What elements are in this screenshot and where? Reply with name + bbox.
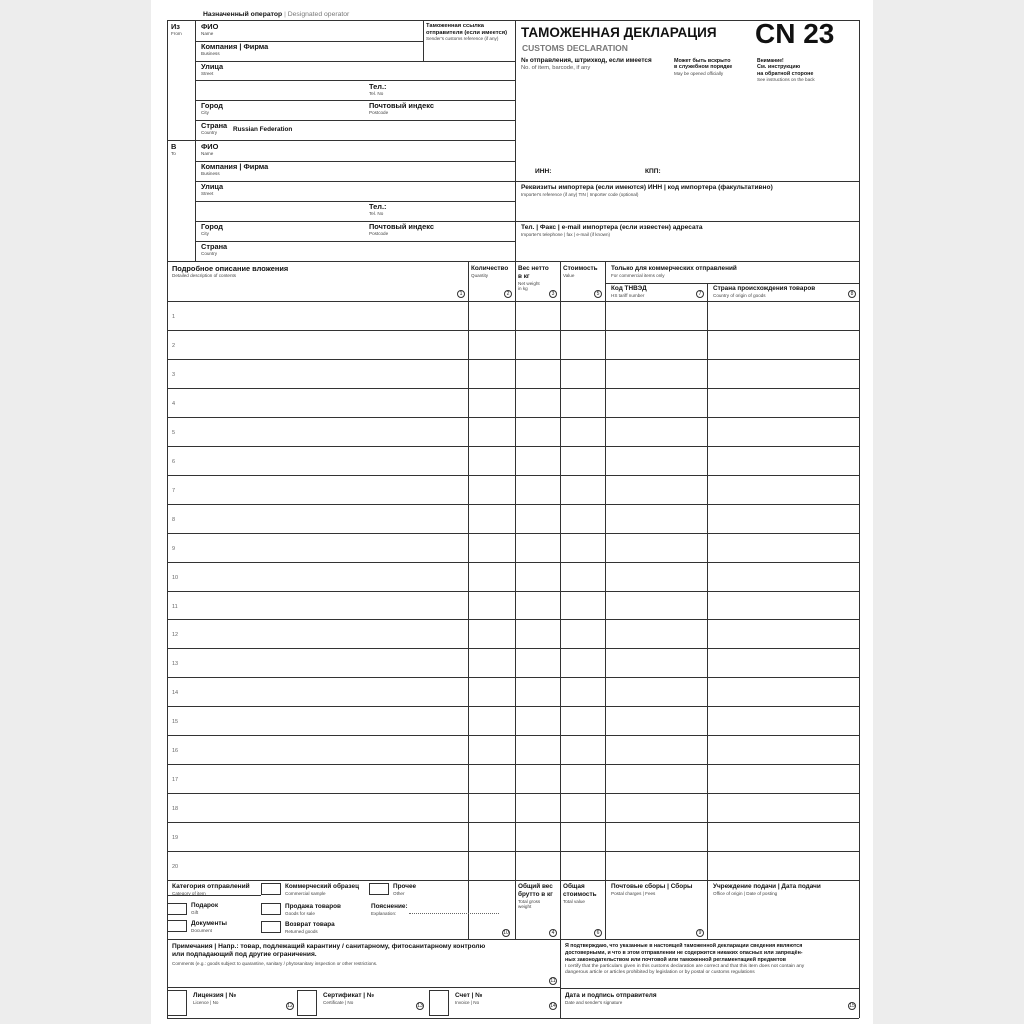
table-row[interactable] — [168, 852, 858, 880]
certificate-field[interactable] — [323, 992, 374, 1005]
to-tel-ru: Тел.: — [369, 202, 387, 211]
col-quantity-header — [471, 265, 508, 278]
to-street-ru: Улица — [201, 182, 224, 191]
table-row[interactable] — [168, 418, 858, 446]
declaration-title: ТАМОЖЕННАЯ ДЕКЛАРАЦИЯ — [521, 25, 717, 40]
commercial-only-header — [611, 265, 737, 278]
line — [707, 880, 708, 939]
col-hs-ru: Код ТНВЭД — [611, 285, 647, 292]
col-origin-en: Country of origin of goods — [713, 293, 766, 298]
signature-ru: Дата и подпись отправителя — [565, 992, 657, 999]
col-origin-header — [713, 285, 815, 298]
operator-separator: | — [284, 11, 286, 18]
from-postcode-ru: Почтовый индекс — [369, 101, 434, 110]
sender-ref-ru1: Таможенная ссылка — [426, 23, 484, 29]
to-tel-en: Tel. No — [369, 211, 384, 216]
table-row[interactable] — [168, 794, 858, 822]
row-number: 13 — [172, 661, 179, 667]
line — [195, 120, 515, 121]
postal-charges-en: Postal charges | Fees — [611, 891, 656, 896]
right-border — [859, 20, 860, 1018]
row-number: 16 — [172, 748, 179, 754]
item-number-field[interactable] — [521, 57, 652, 72]
col-hs-number: 7 — [696, 290, 704, 298]
line — [423, 20, 424, 61]
form-code: CN 23 — [755, 18, 835, 49]
documents-en: Document — [191, 928, 212, 933]
sale-label — [285, 903, 341, 916]
comments-number: 11 — [550, 978, 556, 984]
from-label-ru: Из — [171, 22, 180, 31]
table-row[interactable] — [168, 707, 858, 735]
gross-number: 4 — [549, 929, 557, 937]
postal-charges-field[interactable] — [611, 883, 692, 896]
to-business-ru: Компания | Фирма — [201, 162, 269, 171]
line — [167, 880, 859, 881]
to-street-field[interactable] — [201, 183, 223, 196]
to-postcode-field[interactable] — [369, 223, 434, 236]
to-city-ru: Город — [201, 222, 223, 231]
certificate-ru: Сертификат | № — [323, 992, 374, 999]
table-row[interactable] — [168, 678, 858, 706]
table-row[interactable] — [168, 534, 858, 562]
row-number: 2 — [172, 343, 176, 349]
to-business-en: Business — [201, 171, 220, 176]
row-number: 6 — [172, 459, 176, 465]
comments-ru2: или подпадающий под другие ограничения. — [172, 951, 317, 959]
may-open-officially — [674, 58, 732, 76]
other-label — [393, 883, 416, 896]
table-row[interactable] — [168, 302, 858, 330]
from-city-ru: Город — [201, 101, 223, 110]
invoice-en: Invoice | No — [455, 1000, 480, 1005]
sale-ru: Продажа товаров — [285, 903, 341, 910]
col-weight-header — [518, 265, 549, 291]
comments-ru1: Примечания | Напр.: товар, подлежащий карантину / санитарному, фитосанитарному контролю — [172, 943, 486, 950]
certificate-checkbox[interactable] — [297, 990, 317, 1016]
kpp-label[interactable]: КПП: — [645, 168, 661, 175]
other-checkbox[interactable] — [369, 883, 389, 895]
table-row[interactable] — [168, 476, 858, 504]
table-row[interactable] — [168, 447, 858, 475]
signature-field[interactable] — [565, 992, 657, 1005]
from-street-field[interactable] — [201, 63, 223, 76]
col-value-number: 5 — [594, 290, 602, 298]
from-name-ru: ФИО — [201, 22, 219, 31]
to-label — [171, 143, 176, 156]
line — [515, 221, 859, 222]
row-number: 17 — [172, 777, 179, 783]
gross-en2: weight — [518, 904, 532, 909]
signature-en: Date and sender's signature — [565, 1000, 623, 1005]
comments-en: Comments (e.g.: goods subject to quarantine, sanitary / phytosanitary inspection or other restrictions. — [172, 960, 378, 966]
total-value-ru2: стоимость — [563, 891, 597, 898]
table-row[interactable] — [168, 620, 858, 648]
col-origin-ru: Страна происхождения товаров — [713, 285, 816, 292]
explanation-field[interactable] — [371, 903, 408, 916]
to-street-en: Street — [201, 191, 214, 196]
col-weight-en1: Net weight — [518, 281, 540, 286]
importer-tel-ru: Тел. | Факс | e-mail импортера (если известен) адресата — [521, 224, 703, 231]
line — [195, 201, 515, 202]
certificate-en: Certificate | No — [323, 1000, 354, 1005]
col-origin-number: 8 — [848, 290, 856, 298]
to-name-en: Name — [201, 151, 214, 156]
col-weight-number: 3 — [549, 290, 557, 298]
operator-ru: Назначенный оператор — [203, 11, 283, 18]
certify-ru2: достоверными, и что в этом отправлении не содержится никаких опасных или запрещён- — [565, 950, 803, 956]
sale-en: Goods for sale — [285, 911, 315, 916]
row-number: 10 — [172, 575, 179, 581]
table-row[interactable] — [168, 360, 858, 388]
col-qty-en: Quantity — [471, 273, 489, 278]
invoice-number: 14 — [550, 1003, 556, 1009]
declaration-title-en: CUSTOMS DECLARATION — [522, 43, 628, 53]
col-value-header — [563, 265, 598, 278]
col-value-en: Value — [563, 273, 575, 278]
from-tel-ru: Тел.: — [369, 82, 387, 91]
gross-ru1: Общий вес — [518, 883, 553, 890]
col-desc-number: 1 — [457, 290, 465, 298]
col-qty-number: 2 — [504, 290, 512, 298]
may-open-ru1: Может быть вскрыто — [674, 58, 731, 64]
invoice-field[interactable] — [455, 992, 482, 1005]
col-desc-en: Detailed description of contents — [172, 273, 237, 278]
other-ru: Прочее — [393, 883, 417, 890]
total-value-ru1: Общая — [563, 883, 585, 890]
line — [195, 181, 515, 182]
line — [167, 987, 560, 988]
bottom-border — [167, 1018, 859, 1019]
returned-ru: Возврат товара — [285, 921, 335, 928]
from-street-ru: Улица — [201, 62, 224, 71]
to-tel-field[interactable] — [369, 203, 386, 216]
cn23-form-sheet — [151, 0, 873, 1024]
licence-en: Licence | No — [193, 1000, 219, 1005]
from-business-en: Business — [201, 51, 220, 56]
gift-label — [191, 902, 218, 915]
line — [515, 181, 859, 182]
certificate-number: 13 — [417, 1003, 423, 1009]
row-number: 1 — [172, 314, 176, 320]
from-city-field[interactable] — [201, 102, 223, 115]
explanation-line — [409, 913, 499, 914]
important-ru2: См. инструкцию — [757, 64, 801, 71]
gross-ru2: брутто в кг — [518, 891, 553, 898]
may-open-en: May be opened officially — [674, 70, 724, 76]
sample-ru: Коммерческий образец — [285, 883, 360, 890]
line — [167, 939, 859, 940]
invoice-ru: Счет | № — [455, 992, 483, 999]
from-name-field[interactable] — [201, 23, 218, 36]
important-ru1: Внимание! — [757, 58, 784, 64]
from-tel-field[interactable] — [369, 83, 386, 96]
sender-ref-ru2: отправителя (если имеется) — [426, 29, 508, 36]
col-weight-ru2: в кг — [518, 273, 530, 280]
from-city-en: City — [201, 110, 209, 115]
importer-ref-en: Importer's reference (if any) TIN | Importer code (optional) — [521, 192, 639, 197]
to-label-ru: В — [171, 142, 177, 151]
address-bottom — [167, 261, 859, 262]
row-number: 20 — [172, 864, 179, 870]
importer-ref-ru: Реквизиты импортера (если имеются) ИНН | код импортера (факультативно) — [521, 184, 773, 191]
sender-ref-en: Sender's customs reference (if any) — [426, 36, 499, 41]
col-hs-en: HS tariff number — [611, 293, 645, 298]
licence-field[interactable] — [193, 992, 236, 1005]
line — [195, 80, 515, 81]
col-desc-ru: Подробное описание вложения — [172, 264, 289, 273]
postal-charges-ru: Почтовые сборы | Сборы — [611, 883, 693, 890]
to-label-en: To — [171, 151, 176, 156]
importer-reference[interactable] — [521, 184, 773, 197]
category-title-ru: Категория отправлений — [172, 883, 250, 890]
licence-number: 12 — [287, 1003, 293, 1009]
licence-checkbox[interactable] — [167, 990, 187, 1016]
from-street-en: Street — [201, 71, 214, 76]
documents-label — [191, 920, 227, 933]
office-of-origin-field[interactable] — [713, 883, 821, 896]
table-row[interactable] — [168, 331, 858, 359]
important-ru3: на обратной стороне — [757, 70, 814, 77]
explanation-ru: Пояснение: — [371, 903, 408, 910]
documents-checkbox[interactable] — [167, 920, 187, 932]
sample-checkbox[interactable] — [261, 883, 281, 895]
line — [605, 283, 859, 284]
to-postcode-ru: Почтовый индекс — [369, 222, 434, 231]
col-description-header — [172, 265, 288, 278]
returned-checkbox[interactable] — [261, 921, 281, 933]
signature-number: 15 — [849, 1003, 855, 1009]
sender-reference[interactable] — [426, 23, 507, 41]
table-row[interactable] — [168, 592, 858, 620]
returned-en: Returned goods — [285, 929, 318, 934]
gift-ru: Подарок — [191, 902, 219, 909]
from-to-divider — [167, 140, 515, 141]
invoice-checkbox[interactable] — [429, 990, 449, 1016]
commercial-ru: Только для коммерческих отправлений — [611, 265, 737, 272]
header-divider — [515, 20, 516, 261]
certify-en2: dangerous article or articles prohibited by legislation or by postal or customs regulations — [565, 970, 755, 975]
important-note — [757, 58, 815, 82]
postal-charges-number: 9 — [696, 929, 704, 937]
table-row[interactable] — [168, 389, 858, 417]
to-country-ru: Страна — [201, 242, 228, 251]
row-number: 11 — [172, 604, 178, 610]
important-en: See instructions on the back — [757, 77, 815, 83]
row-number: 7 — [172, 488, 176, 494]
to-business-field[interactable] — [201, 163, 268, 176]
comments-field[interactable] — [172, 943, 485, 966]
certify-ru1: Я подтверждаю, что указанные в настоящей таможенной декларации сведения являются — [565, 943, 803, 949]
line — [560, 988, 859, 989]
total-value-number: 6 — [594, 929, 602, 937]
from-business-ru: Компания | Фирма — [201, 42, 269, 51]
line — [560, 939, 561, 1018]
category-number: 10 — [503, 930, 509, 936]
from-business-field[interactable] — [201, 43, 268, 56]
row-number: 4 — [172, 401, 176, 407]
col-weight-ru1: Вес нетто — [518, 265, 549, 272]
gross-weight-field[interactable] — [518, 883, 553, 909]
row-number: 18 — [172, 806, 179, 812]
to-postcode-en: Postcode — [369, 231, 389, 236]
from-postcode-en: Postcode — [369, 110, 389, 115]
item-no-ru: № отправления, штрихкод, если имеется — [521, 57, 652, 64]
other-en: Other — [393, 891, 405, 896]
from-name-en: Name — [201, 31, 214, 36]
importer-tel-en: Importer's telephone | fax | e-mail (if known) — [521, 232, 611, 237]
line — [195, 61, 515, 62]
total-value-field[interactable] — [563, 883, 597, 904]
total-value-en: Total value — [563, 899, 585, 904]
row-number: 9 — [172, 546, 176, 552]
licence-ru: Лицензия | № — [193, 992, 237, 999]
sample-en: Commercial sample — [285, 891, 326, 896]
row-number: 14 — [172, 690, 179, 696]
to-name-ru: ФИО — [201, 142, 219, 151]
from-country-field[interactable] — [201, 122, 227, 135]
to-country-field[interactable] — [201, 243, 227, 256]
office-ru: Учреждение подачи | Дата подачи — [713, 883, 821, 890]
table-row[interactable] — [168, 736, 858, 764]
certify-en1: I certify that the particulars given in this customs declaration are correct and that this item does not contain any — [565, 964, 805, 969]
sample-label — [285, 883, 359, 896]
from-label — [171, 23, 182, 36]
row-number: 8 — [172, 517, 176, 523]
may-open-ru2: в служебном порядке — [674, 64, 733, 71]
gross-en1: Total gross — [518, 899, 541, 904]
to-name-field[interactable] — [201, 143, 218, 156]
col-qty-ru: Количество — [471, 265, 509, 272]
line — [195, 241, 515, 242]
item-no-en: No. of item, barcode, if any — [521, 65, 591, 71]
office-en: Office of origin | Date of posting — [713, 891, 778, 896]
row-number: 3 — [172, 372, 176, 378]
documents-ru: Документы — [191, 920, 227, 927]
sale-checkbox[interactable] — [261, 903, 281, 915]
from-label-en: From — [171, 31, 182, 36]
certification-text — [565, 943, 855, 976]
row-number: 15 — [172, 719, 179, 725]
gift-en: Gift — [191, 910, 199, 915]
line — [195, 221, 515, 222]
to-country-en: Country — [201, 251, 218, 256]
table-row[interactable] — [168, 823, 858, 851]
table-row[interactable] — [168, 505, 858, 533]
line — [195, 100, 515, 101]
to-city-field[interactable] — [201, 223, 223, 236]
commercial-en: For commercial items only — [611, 273, 665, 278]
from-postcode-field[interactable] — [369, 102, 434, 115]
line — [167, 895, 261, 896]
from-country-value[interactable]: Russian Federation — [233, 126, 293, 133]
table-row[interactable] — [168, 649, 858, 677]
table-row[interactable] — [168, 563, 858, 591]
operator-en: Designated operator — [287, 11, 350, 18]
returned-label — [285, 921, 335, 934]
row-number: 5 — [172, 430, 176, 436]
row-number: 12 — [172, 632, 179, 638]
category-title-en: Category of item — [172, 891, 206, 896]
to-city-en: City — [201, 231, 209, 236]
from-tel-en: Tel. No — [369, 91, 384, 96]
from-country-en: Country — [201, 130, 218, 135]
designated-operator — [203, 11, 349, 19]
col-hs-header — [611, 285, 647, 298]
col-value-ru: Стоимость — [563, 265, 598, 272]
explanation-en: Explanation: — [371, 911, 397, 916]
importer-contacts[interactable] — [521, 224, 703, 237]
col-weight-en2: in kg — [518, 286, 528, 291]
inn-label[interactable]: ИНН: — [535, 168, 552, 175]
from-country-ru: Страна — [201, 121, 228, 130]
gift-checkbox[interactable] — [167, 903, 187, 915]
table-row[interactable] — [168, 765, 858, 793]
certify-ru3: ных законодательством или почтовой или таможенной регламентацией предметов — [565, 957, 787, 963]
row-number: 19 — [172, 835, 179, 841]
